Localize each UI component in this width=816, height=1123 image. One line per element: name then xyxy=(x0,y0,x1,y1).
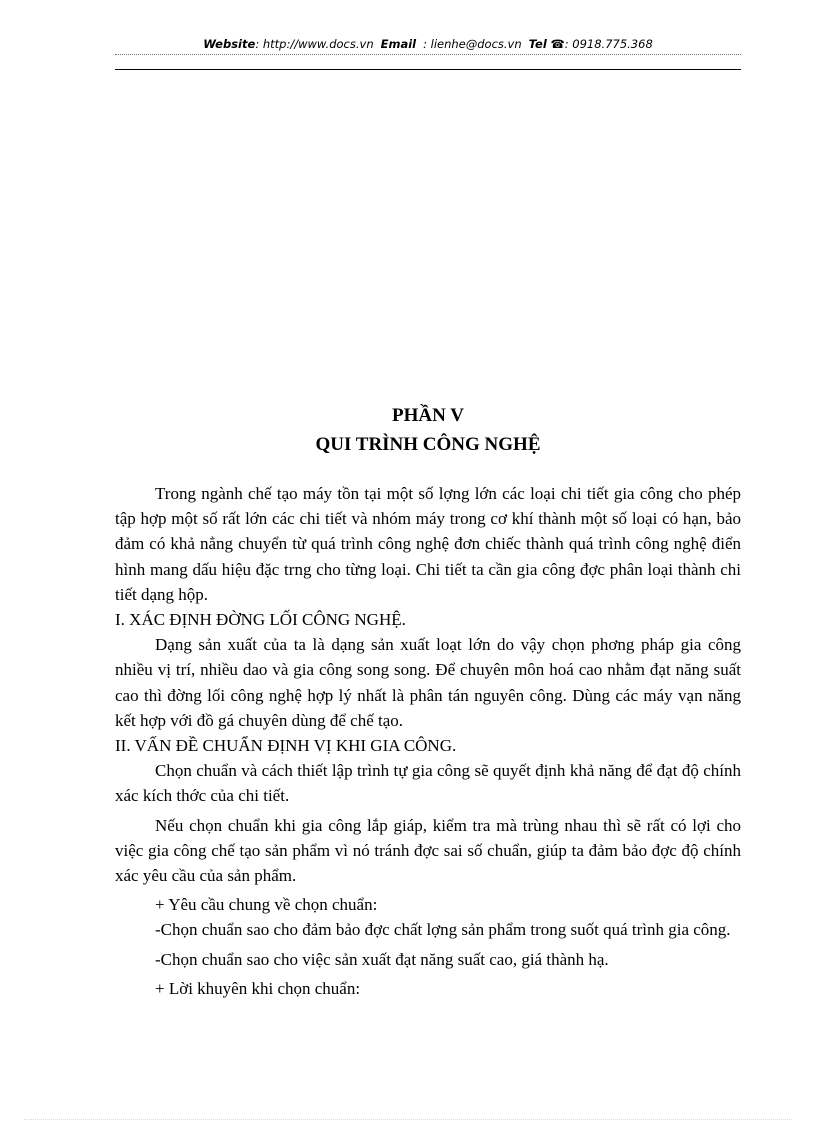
header-rule xyxy=(115,69,741,70)
advice-heading: + Lời khuyên khi chọn chuẩn: xyxy=(155,978,361,998)
part-subtitle: QUI TRÌNH CÔNG NGHỆ xyxy=(315,434,541,455)
phone-icon: ☎ xyxy=(550,37,565,51)
email-label: Email xyxy=(380,37,417,51)
requirement-item-2: -Chọn chuẩn sao cho việc sản xuất đạt năng suất cao, giá thành hạ. xyxy=(155,949,609,969)
section-2-paragraph-2: Nếu chọn chuẩn khi gia công lắp giáp, kiểm tra mà trùng nhau thì sẽ rất có lợi cho việc gia công chế tạo sản phẩm vì nó tránh đợc sai số chuẩn, giúp ta đảm bảo đợc độ chính xác yêu cầu của sản phẩm. xyxy=(115,815,741,886)
tel-value: : 0918.775.368 xyxy=(564,37,653,51)
requirements-heading: + Yêu cầu chung về chọn chuẩn: xyxy=(155,895,378,915)
email-value: : lienhe@docs.vn xyxy=(423,37,522,51)
page-header xyxy=(115,36,741,52)
header-dotted-rule xyxy=(115,54,741,55)
tel-label: Tel xyxy=(528,37,547,51)
intro-paragraph: Trong ngành chế tạo máy tồn tại một số lợng lớn các loại chi tiết gia công cho phép tập hợp một số rất lớn các chi tiết và nhóm máy trong cơ khí thành một số loại có hạn, bảo đảm có khả nẳng chuyển từ quá trình công nghệ đơn chiếc thành quá trình công nghệ điển hình mang dấu hiệu đặc trng cho từng loại. Chi tiết ta cần gia công đợc phân loại thành chi tiết dạng hộp. xyxy=(115,484,741,604)
website-value: : http://www.docs.vn xyxy=(255,37,374,51)
website-label: Website xyxy=(203,37,256,51)
footer-dotted-rule xyxy=(24,1119,792,1120)
section-2-heading: II. VẤN ĐỀ CHUẨN ĐỊNH VỊ KHI GIA CÔNG. xyxy=(115,736,457,756)
requirement-item-1: -Chọn chuẩn sao cho đảm bảo đợc chất lợng sản phẩm trong suốt quá trình gia công. xyxy=(155,920,731,940)
section-2-paragraph-1: Chọn chuẩn và cách thiết lập trình tự gia công sẽ quyết định khả năng để đạt độ chính xác kích thớc của chi tiết. xyxy=(115,761,741,806)
section-1-heading: I. XÁC ĐỊNH ĐỜNG LỐI CÔNG NGHỆ. xyxy=(115,610,406,630)
section-1-paragraph: Dạng sản xuất của ta là dạng sản xuất loạt lớn do vậy chọn phơng pháp gia công nhiều vị trí, nhiều dao và gia công song song. Để chuyên môn hoá cao nhằm đạt năng suất cao thì đờng lối công nghệ hợp lý nhất là phân tán nguyên công. Dùng các máy vạn năng kết hợp với đồ gá chuyên dùng để chế tạo. xyxy=(115,635,741,730)
part-title: PHẦN V xyxy=(392,405,464,426)
document-body xyxy=(115,481,741,1001)
